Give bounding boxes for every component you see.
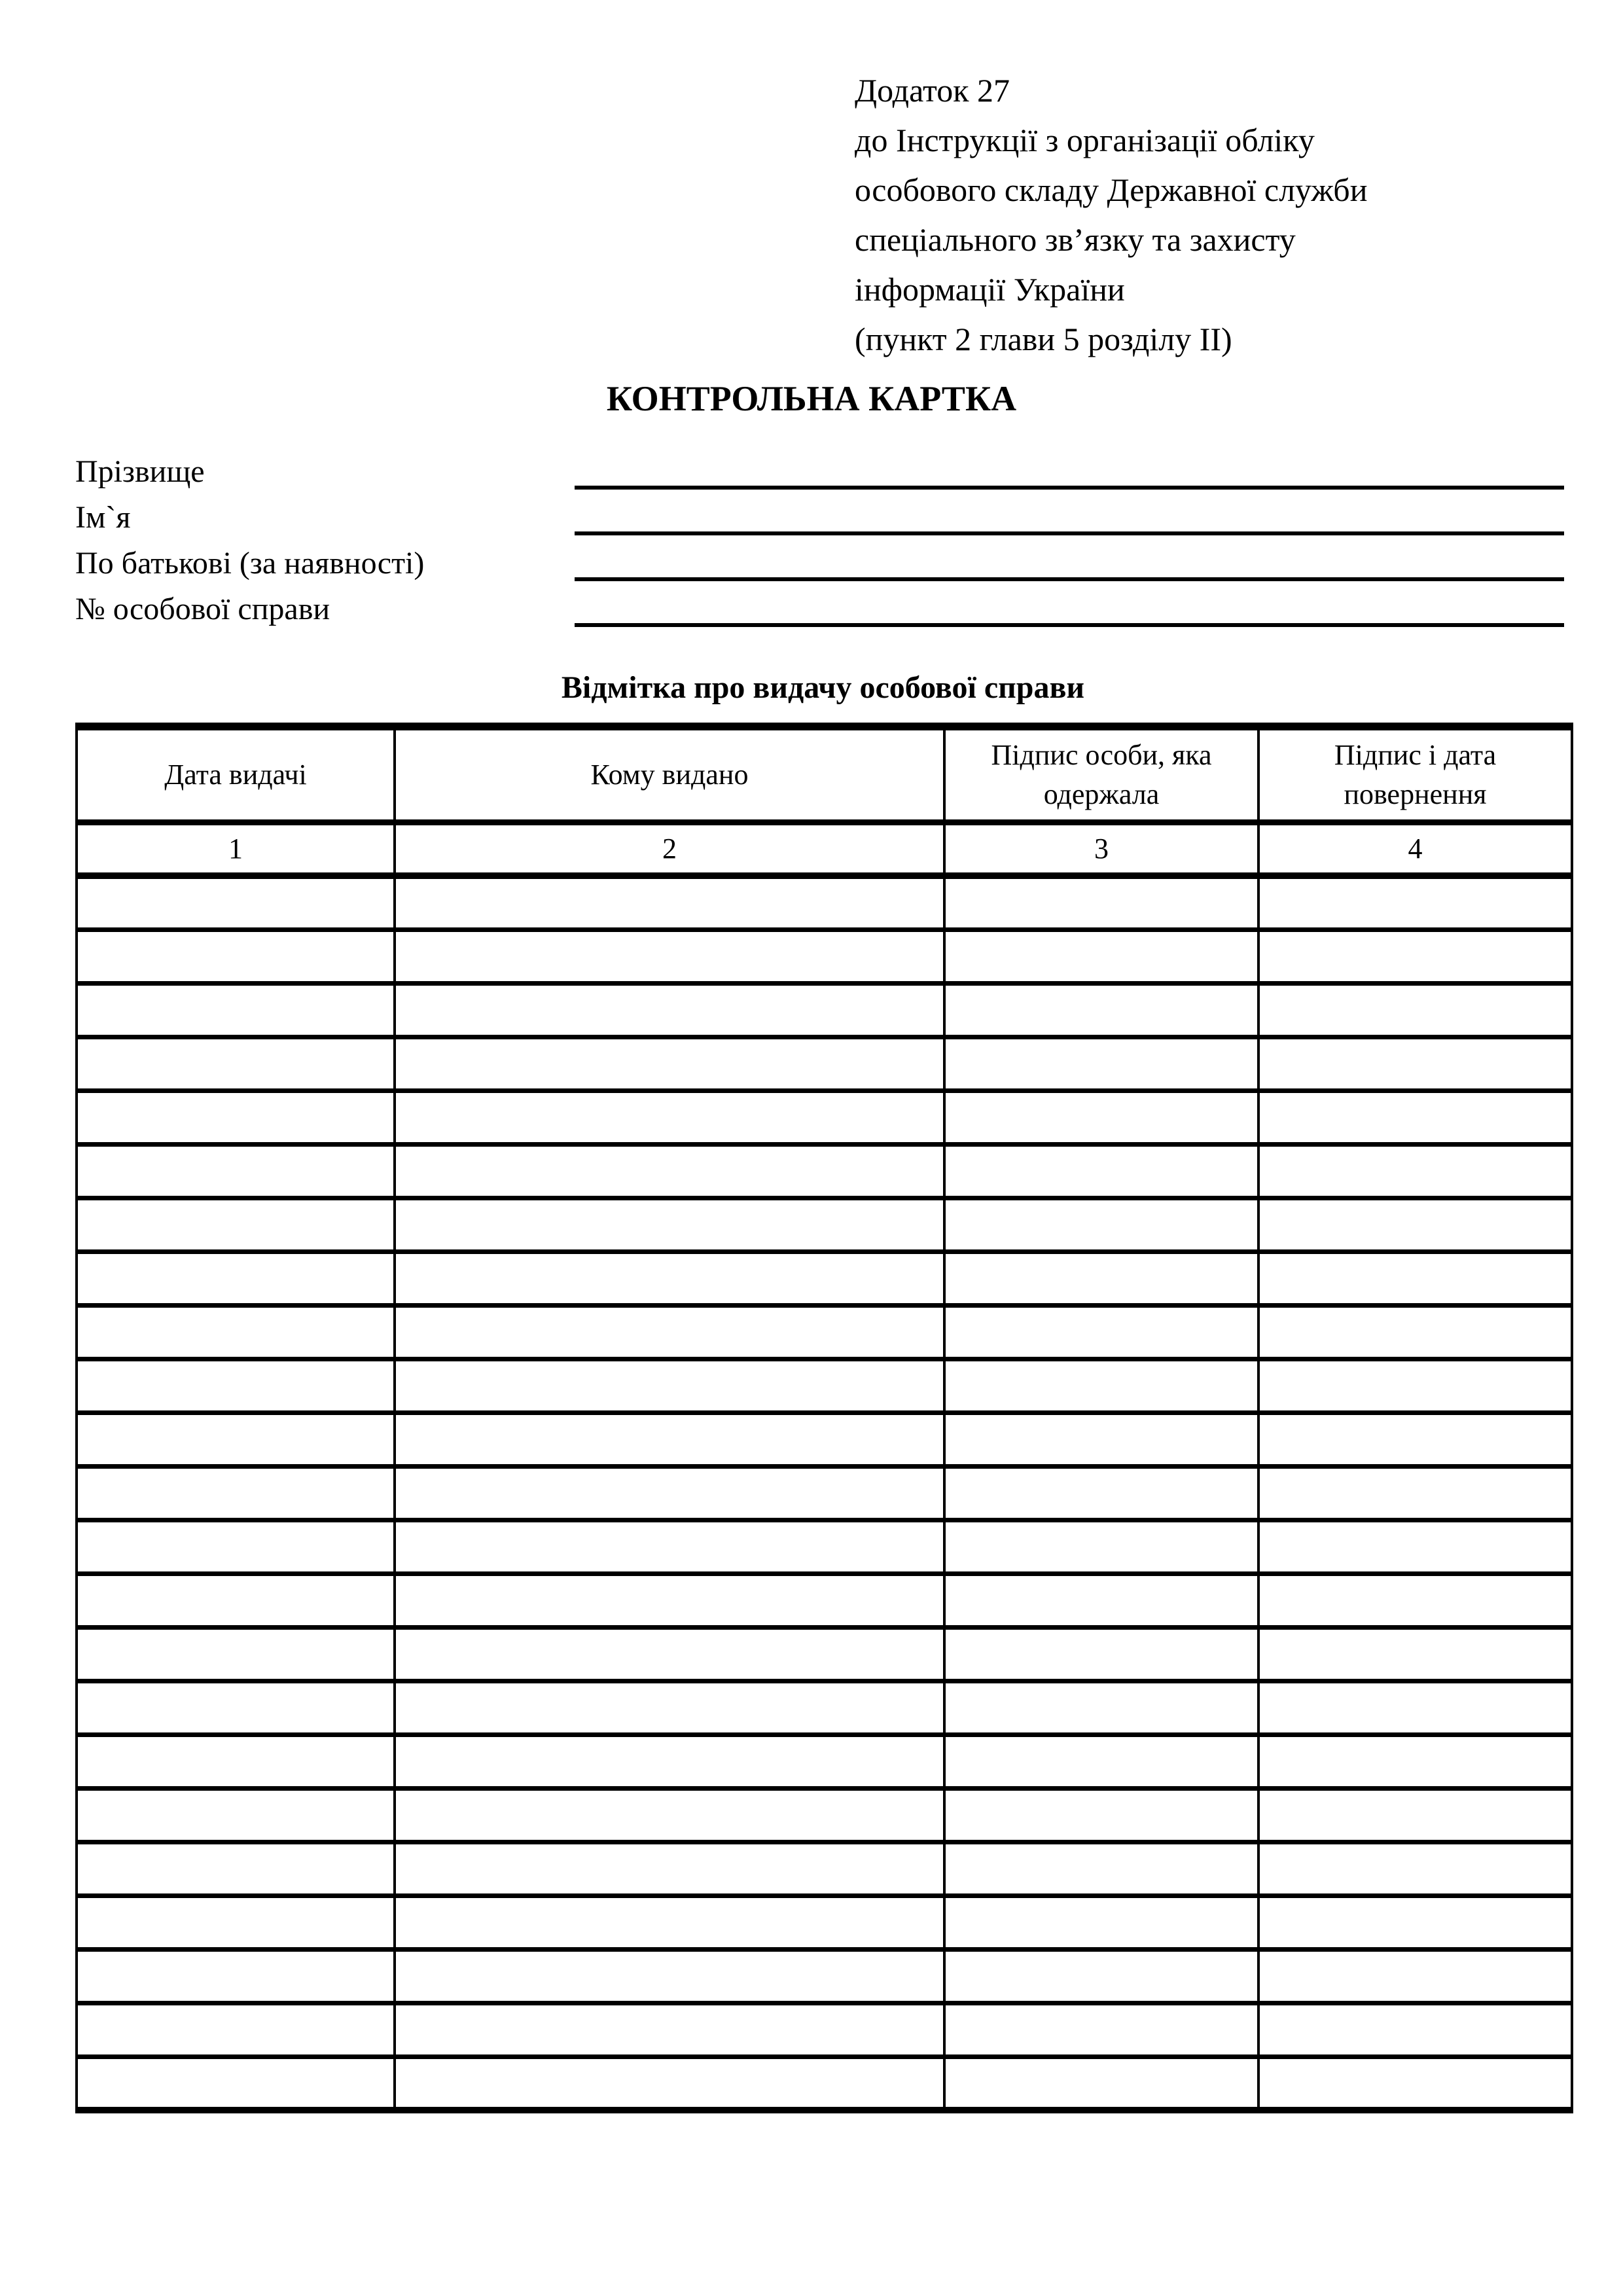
table-cell: [77, 1681, 395, 1734]
table-cell: [1258, 1842, 1572, 1895]
field-row-first-name: [75, 490, 1564, 535]
table-cell: [395, 1466, 944, 1520]
appendix-line: спеціального зв’язку та захисту: [855, 221, 1296, 258]
field-underline-first-name: [575, 490, 1564, 535]
table-cell: [944, 983, 1258, 1037]
table-row: [77, 876, 1572, 929]
table-row: [77, 2003, 1572, 2056]
table-row: [77, 1681, 1572, 1734]
table-row: [77, 1412, 1572, 1466]
table-cell: [77, 1090, 395, 1144]
table-cell: [77, 1466, 395, 1520]
table-cell: [1258, 1949, 1572, 2003]
table-cell: [1258, 1573, 1572, 1627]
table-cell: [395, 2056, 944, 2110]
table-cell: [1258, 1090, 1572, 1144]
table-row: [77, 1144, 1572, 1198]
table-cell: [944, 1305, 1258, 1359]
table-row: [77, 1466, 1572, 1520]
table-cell: [944, 1573, 1258, 1627]
table-cell: [944, 1949, 1258, 2003]
table-row: [77, 1090, 1572, 1144]
table-cell: [944, 1520, 1258, 1573]
table-row: [77, 1359, 1572, 1412]
table-cell: [77, 1520, 395, 1573]
table-cell: [77, 1037, 395, 1090]
table-cell: [1258, 2056, 1572, 2110]
table-cell: [395, 1895, 944, 1949]
field-underline-surname: [575, 444, 1564, 490]
table-cell: [944, 1359, 1258, 1412]
table-cell: [77, 1359, 395, 1412]
column-number-2: 2: [395, 822, 944, 876]
table-cell: [77, 2056, 395, 2110]
table-row: [77, 1949, 1572, 2003]
column-number-3: 3: [944, 822, 1258, 876]
table-row: [77, 1251, 1572, 1305]
table-cell: [77, 1895, 395, 1949]
table-cell: [944, 1842, 1258, 1895]
appendix-line: Додаток 27: [855, 72, 1010, 109]
column-number-row: [77, 822, 1572, 876]
table-cell: [944, 1734, 1258, 1788]
table-cell: [395, 1788, 944, 1842]
table-cell: [77, 1305, 395, 1359]
table-row: [77, 1734, 1572, 1788]
header-cell-issue-date: Дата видачі: [77, 726, 395, 822]
appendix-line: особового складу Державної служби: [855, 171, 1368, 208]
table-cell: [1258, 876, 1572, 929]
table-row: [77, 929, 1572, 983]
table-cell: [77, 1949, 395, 2003]
table-row: [77, 1520, 1572, 1573]
table-cell: [944, 1895, 1258, 1949]
table-cell: [944, 1627, 1258, 1681]
appendix-line: (пункт 2 глави 5 розділу ІІ): [855, 321, 1232, 357]
table-row: [77, 1198, 1572, 1251]
field-row-surname: [75, 444, 1564, 490]
field-label-first-name: Ім`я: [75, 500, 131, 535]
table-row: [77, 2056, 1572, 2110]
table-cell: [395, 1842, 944, 1895]
table-cell: [395, 1037, 944, 1090]
table-row: [77, 1573, 1572, 1627]
table-cell: [77, 983, 395, 1037]
table-cell: [395, 1734, 944, 1788]
table-cell: [77, 1788, 395, 1842]
table-cell: [1258, 1627, 1572, 1681]
table-cell: [1258, 1734, 1572, 1788]
table-row: [77, 1788, 1572, 1842]
field-row-file-number: [75, 581, 1564, 627]
table-cell: [944, 1788, 1258, 1842]
table-cell: [1258, 1359, 1572, 1412]
table-cell: [395, 929, 944, 983]
table-cell: [1258, 1788, 1572, 1842]
table-cell: [77, 929, 395, 983]
table-cell: [395, 983, 944, 1037]
table-cell: [944, 1466, 1258, 1520]
table-cell: [395, 876, 944, 929]
table-cell: [395, 1198, 944, 1251]
table-header-row: [77, 726, 1572, 822]
table-cell: [77, 876, 395, 929]
table-cell: [1258, 929, 1572, 983]
table-row: [77, 1842, 1572, 1895]
field-label-file-number: № особової справи: [75, 592, 330, 626]
table-cell: [1258, 1895, 1572, 1949]
table-cell: [395, 1090, 944, 1144]
appendix-line: інформації України: [855, 271, 1125, 308]
table-cell: [1258, 1037, 1572, 1090]
table-cell: [1258, 1305, 1572, 1359]
person-fields: [75, 444, 1564, 627]
table-cell: [944, 1412, 1258, 1466]
table-cell: [1258, 1412, 1572, 1466]
column-number-4: 4: [1258, 822, 1572, 876]
table-cell: [395, 1949, 944, 2003]
table-cell: [77, 2003, 395, 2056]
header-cell-recipient-signature: Підпис особи, яка одержала: [944, 726, 1258, 822]
table-cell: [944, 1198, 1258, 1251]
field-underline-patronymic: [575, 535, 1564, 581]
header-cell-return-signature-date: Підпис і дата повернення: [1258, 726, 1572, 822]
table-cell: [395, 2003, 944, 2056]
table-cell: [944, 2003, 1258, 2056]
appendix-line: до Інструкції з організації обліку: [855, 122, 1315, 158]
table-cell: [1258, 1198, 1572, 1251]
table-row: [77, 1627, 1572, 1681]
table-cell: [77, 1412, 395, 1466]
table-cell: [1258, 1144, 1572, 1198]
header-cell-issued-to: Кому видано: [395, 726, 944, 822]
table-cell: [77, 1734, 395, 1788]
table-cell: [395, 1251, 944, 1305]
table-cell: [1258, 1466, 1572, 1520]
table-cell: [1258, 983, 1572, 1037]
table-cell: [944, 1681, 1258, 1734]
table-cell: [77, 1627, 395, 1681]
table-cell: [395, 1412, 944, 1466]
table-cell: [944, 1251, 1258, 1305]
table-cell: [395, 1144, 944, 1198]
table-cell: [395, 1359, 944, 1412]
table-cell: [77, 1144, 395, 1198]
field-row-patronymic: [75, 535, 1564, 581]
page-title: КОНТРОЛЬНА КАРТКА: [606, 379, 1017, 418]
table-cell: [1258, 1520, 1572, 1573]
table-cell: [77, 1842, 395, 1895]
table-cell: [944, 2056, 1258, 2110]
column-number-1: 1: [77, 822, 395, 876]
table-cell: [395, 1305, 944, 1359]
table-body: [77, 876, 1572, 2110]
table-cell: [395, 1681, 944, 1734]
table-head: [77, 726, 1572, 876]
table-cell: [1258, 1681, 1572, 1734]
table-cell: [395, 1627, 944, 1681]
table-cell: [77, 1198, 395, 1251]
field-underline-file-number: [575, 581, 1564, 627]
table-row: [77, 983, 1572, 1037]
field-label-surname: Прізвище: [75, 454, 205, 489]
appendix-note: [855, 65, 1367, 364]
table-cell: [944, 1144, 1258, 1198]
table-caption: Відмітка про видачу особової справи: [561, 670, 1085, 705]
table-cell: [77, 1573, 395, 1627]
table-cell: [1258, 2003, 1572, 2056]
table-row: [77, 1037, 1572, 1090]
table-row: [77, 1305, 1572, 1359]
table-cell: [944, 876, 1258, 929]
table-cell: [77, 1251, 395, 1305]
table-cell: [395, 1520, 944, 1573]
field-label-patronymic: По батькові (за наявності): [75, 546, 425, 581]
table-cell: [944, 1090, 1258, 1144]
table-cell: [395, 1573, 944, 1627]
issuance-table: [75, 723, 1573, 2113]
table-row: [77, 1895, 1572, 1949]
table-cell: [944, 929, 1258, 983]
table-cell: [1258, 1251, 1572, 1305]
table-cell: [944, 1037, 1258, 1090]
